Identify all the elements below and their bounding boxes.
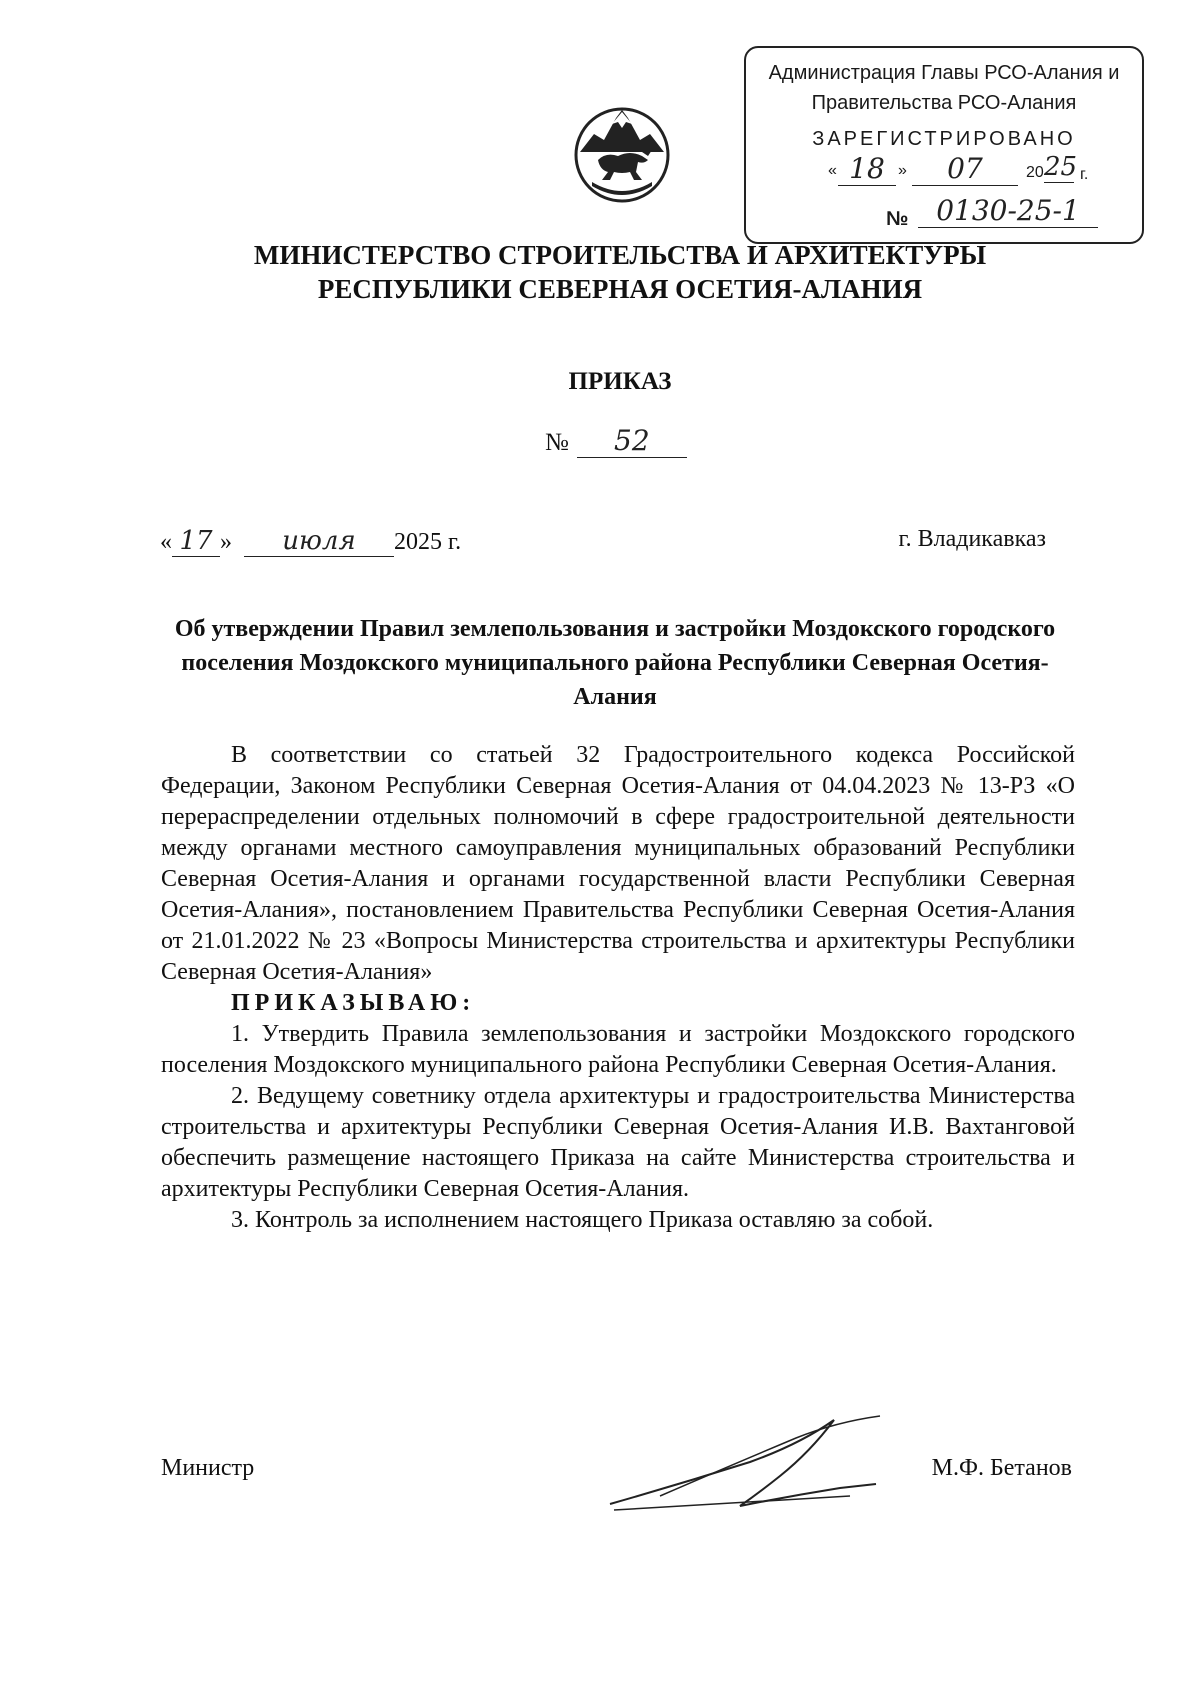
stamp-date-day: 18 xyxy=(838,152,896,186)
order-item-1: 1. Утвердить Правила землепользования и застройки Моздокского городского поселения Моздокского муниципального района Республики Северная Осетия-Алания. xyxy=(161,1021,1075,1078)
order-date xyxy=(160,526,461,557)
date-day: 17 xyxy=(172,526,220,557)
stamp-date-month: 07 xyxy=(912,152,1018,186)
registration-stamp xyxy=(744,46,1144,244)
preamble-paragraph: В соответствии со статьей 32 Градостроительного кодекса Российской Федерации, Законом Республики Северная Осетия-Алания от 04.04.2023 № 13-РЗ «О перераспределении отдельных полномочий в сфере градостроительной деятельности между органами местного самоуправления муниципальных образований Республики Северная Осетия-Алания и органами государственной власти Республики Северная Осетия-Алания», постановлением Правительства Республики Северная Осетия-Алания от 21.01.2022 № 23 «Вопросы Министерства строительства и архитектуры Республики Северная Осетия-Алания» xyxy=(161,742,1075,985)
order-number-value: 52 xyxy=(577,424,687,458)
order-subject: Об утверждении Правил землепользования и застройки Моздокского городского поселения Моздокского муниципального района Республики Северная Осетия-Алания xyxy=(174,616,1056,710)
stamp-number-value: 0130-25-1 xyxy=(918,194,1098,228)
stamp-number-label: № xyxy=(886,208,909,230)
order-directive-word: ПРИКАЗЫВАЮ: xyxy=(231,990,476,1016)
signer-position: Министр xyxy=(161,1455,255,1481)
date-year: 2025 г. xyxy=(394,529,462,555)
city-name: г. Владикавказ xyxy=(898,526,1046,552)
ministry-name-line-2: РЕСПУБЛИКИ СЕВЕРНАЯ ОСЕТИЯ-АЛАНИЯ xyxy=(317,274,923,304)
stamp-org-line-2: Правительства РСО-Алания xyxy=(811,92,1077,114)
stamp-date-year-prefix: 20 xyxy=(1026,164,1044,181)
stamp-org-line-1: Администрация Главы РСО-Алания и xyxy=(768,62,1120,84)
handwritten-signature xyxy=(600,1400,890,1520)
ministry-name-line-1: МИНИСТЕРСТВО СТРОИТЕЛЬСТВА И АРХИТЕКТУРЫ xyxy=(253,240,987,270)
stamp-date-close-quote: » xyxy=(898,162,907,179)
date-open-quote: « xyxy=(160,529,172,555)
order-body xyxy=(161,740,1075,1236)
stamp-registered-label: ЗАРЕГИСТРИРОВАНО xyxy=(812,128,1076,150)
signer-name: М.Ф. Бетанов xyxy=(931,1455,1072,1481)
date-month: июля xyxy=(244,526,394,557)
date-close-quote: » xyxy=(220,529,232,555)
order-number-label: № xyxy=(545,429,569,456)
order-item-2: 2. Ведущему советнику отдела архитектуры и градостроительства Министерства строительства и архитектуры Республики Северная Осетия-Алания И.В. Вахтанговой обеспечить размещение настоящего Приказа на сайте Министерства строительства и архитектуры Республики Северная Осетия-Алания. xyxy=(161,1083,1075,1202)
coat-of-arms-emblem xyxy=(572,100,672,210)
document-type-title: ПРИКАЗ xyxy=(568,368,672,395)
order-item-3: 3. Контроль за исполнением настоящего Приказа оставляю за собой. xyxy=(231,1207,934,1233)
order-number-row xyxy=(545,424,687,458)
stamp-date-year-suffix: 25 xyxy=(1044,152,1078,182)
stamp-date-open-quote: « xyxy=(828,162,837,179)
stamp-date-year-unit: г. xyxy=(1080,166,1089,183)
